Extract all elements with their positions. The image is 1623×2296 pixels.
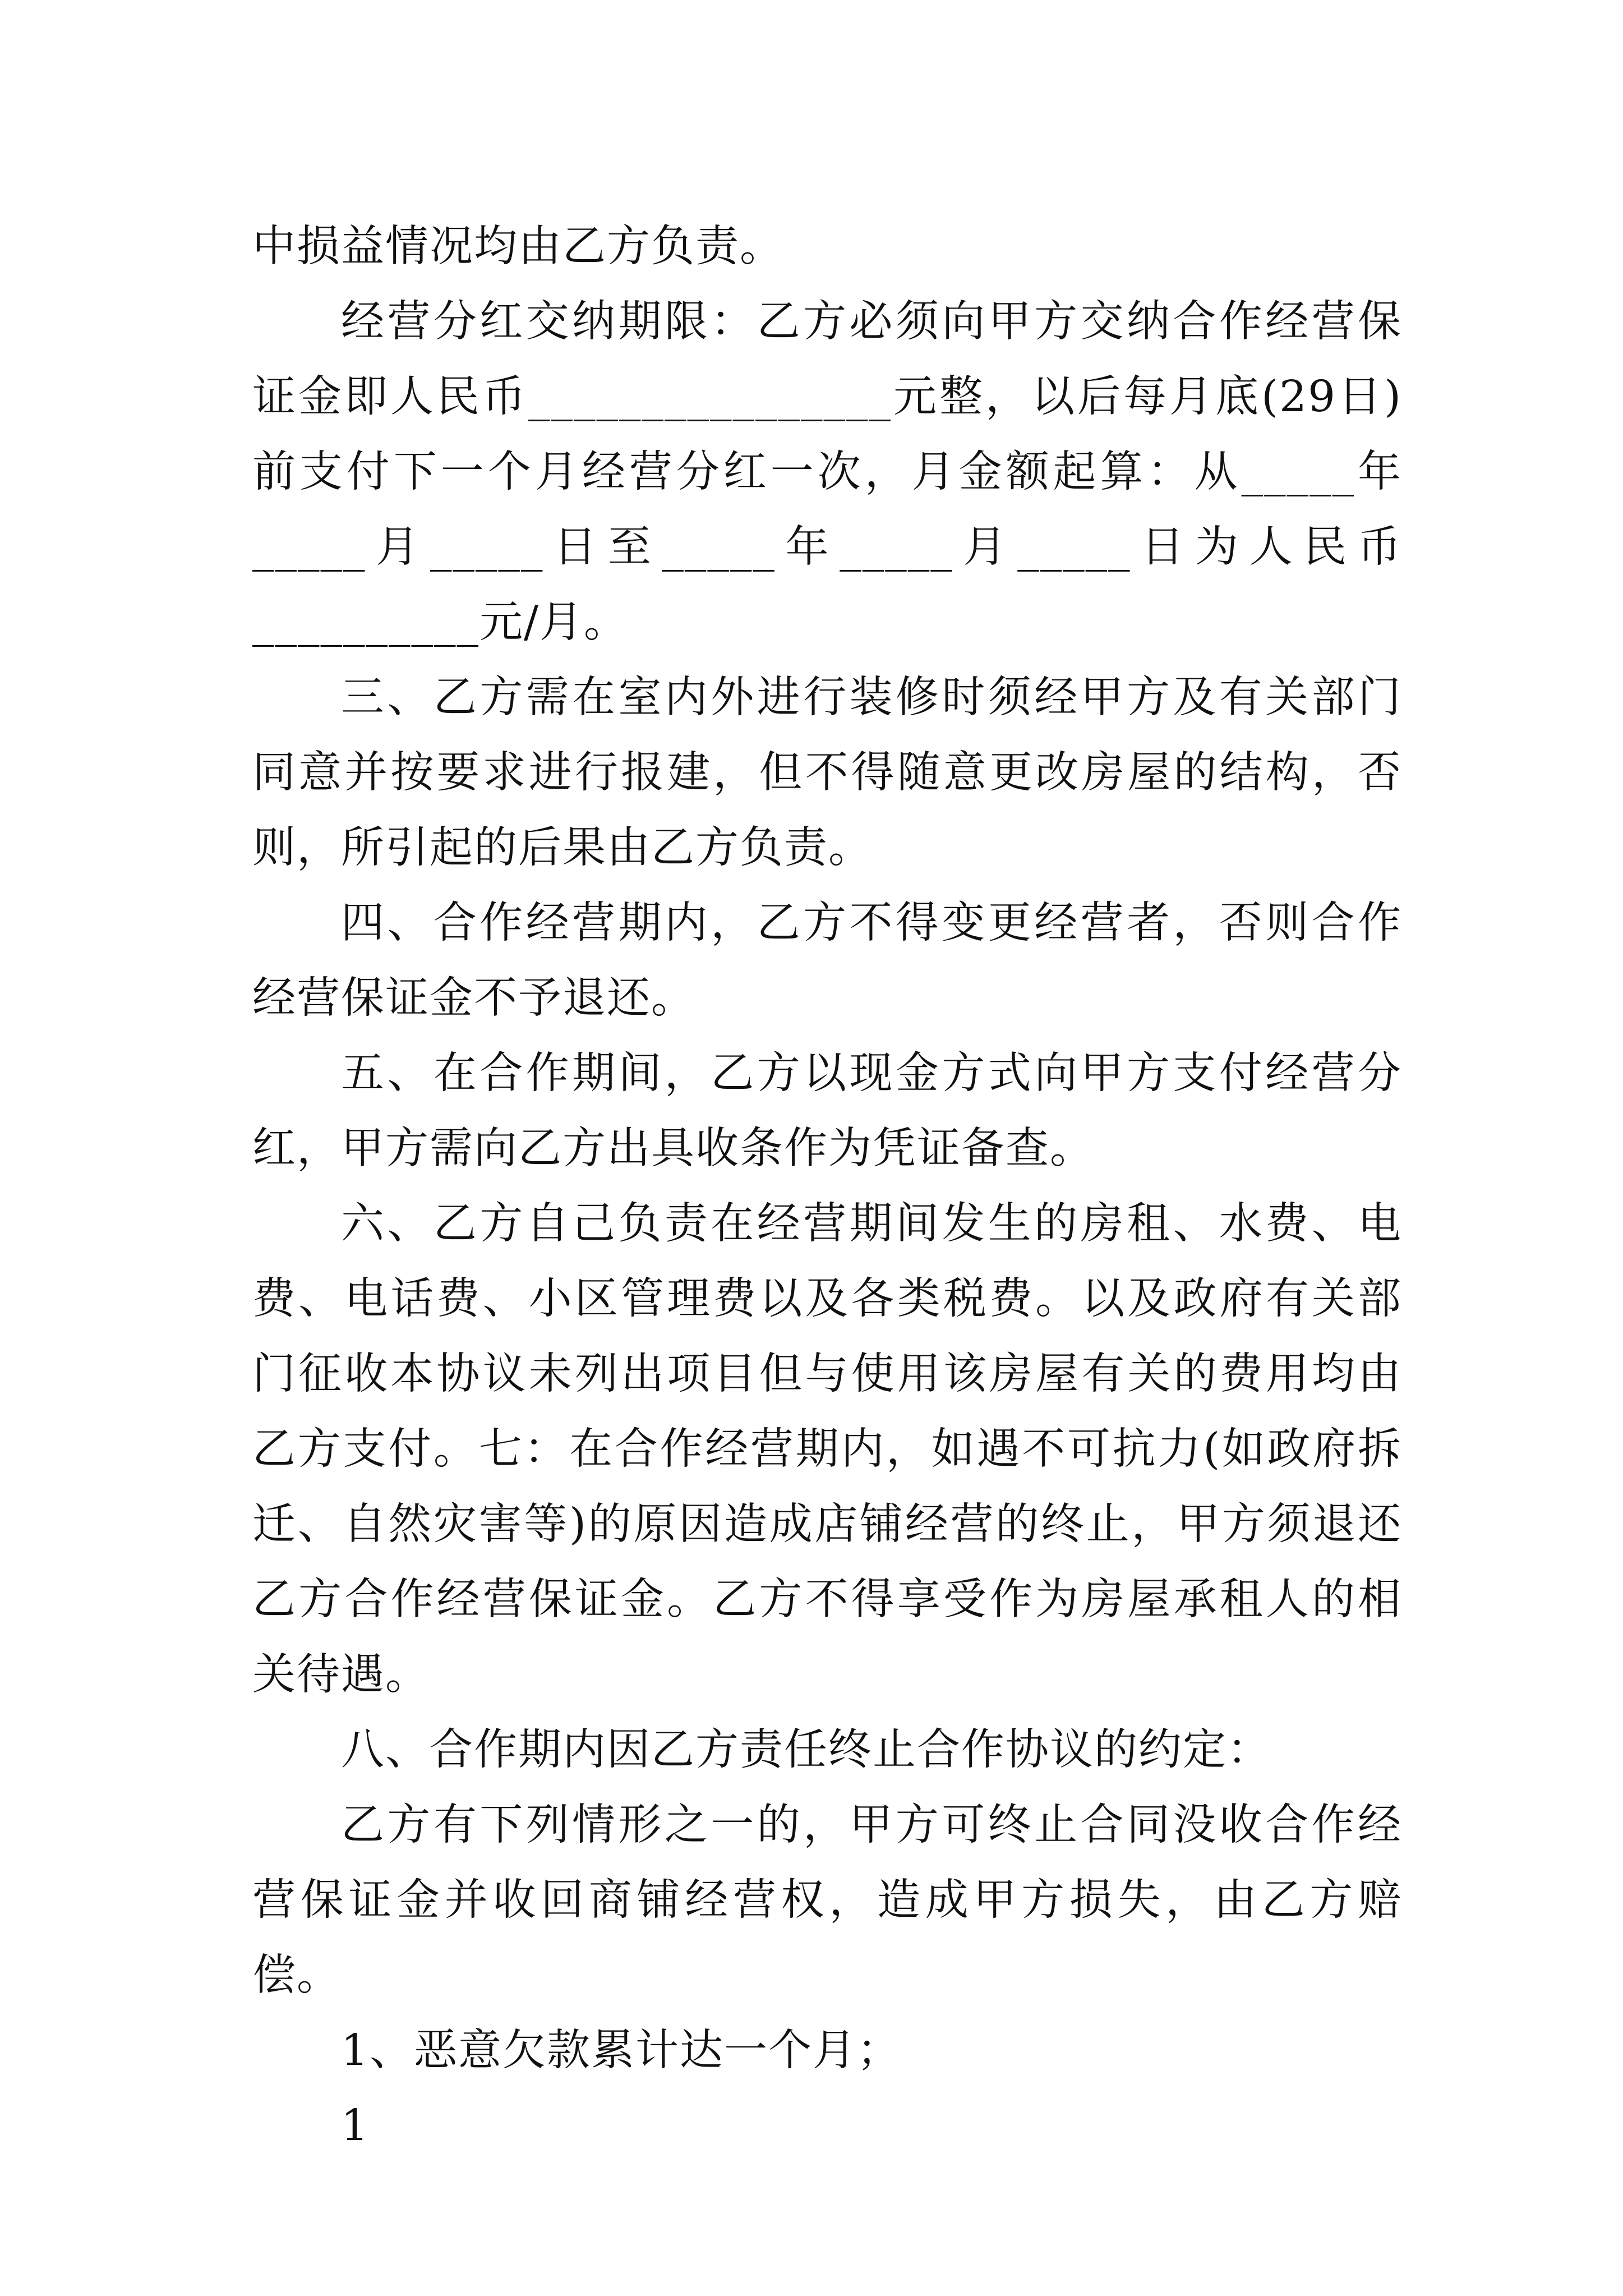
paragraph-clause-4-operator: 四、合作经营期内，乙方不得变更经营者，否则合作经营保证金不予退还。 <box>252 898 1402 1023</box>
paragraph-clause-3-renovation: 三、乙方需在室内外进行装修时须经甲方及有关部门同意并按要求进行报建，但不得随意更改房屋的结构，否则，所引起的后果由乙方负责。 <box>252 673 1402 873</box>
paragraph-clause-8-termination: 八、合作期内因乙方责任终止合作协议的约定： <box>341 1725 1271 1775</box>
paragraph-termination-conditions: 乙方有下列情形之一的，甲方可终止合同没收合作经营保证金并收回商铺经营权，造成甲方损失，由乙方赔偿。 <box>252 1800 1402 2000</box>
paragraph-continuation: 中损益情况均由乙方负责。 <box>252 222 784 272</box>
page-number: 1 <box>341 2101 370 2151</box>
paragraph-condition-1: 1、恶意欠款累计达一个月； <box>341 2026 901 2076</box>
paragraph-dividend-payment-terms: 经营分红交纳期限：乙方必须向甲方交纳合作经营保证金即人民币________________元整，以后每月底(29日)前支付下一个月经营分红一次，月金额起算：从_____年_____月_____日至_____年_____月_____日为人民币__________元/月。 <box>252 297 1402 647</box>
document-body <box>252 209 1402 2164</box>
paragraph-clause-5-payment: 五、在合作期间，乙方以现金方式向甲方支付经营分红，甲方需向乙方出具收条作为凭证备查。 <box>252 1048 1402 1174</box>
paragraph-clause-6-7-fees-force-majeure: 六、乙方自己负责在经营期间发生的房租、水费、电费、电话费、小区管理费以及各类税费。以及政府有关部门征收本协议未列出项目但与使用该房屋有关的费用均由乙方支付。七：在合作经营期内，如遇不可抗力(如政府拆迁、自然灾害等)的原因造成店铺经营的终止，甲方须退还乙方合作经营保证金。乙方不得享受作为房屋承租人的相关待遇。 <box>252 1199 1402 1700</box>
